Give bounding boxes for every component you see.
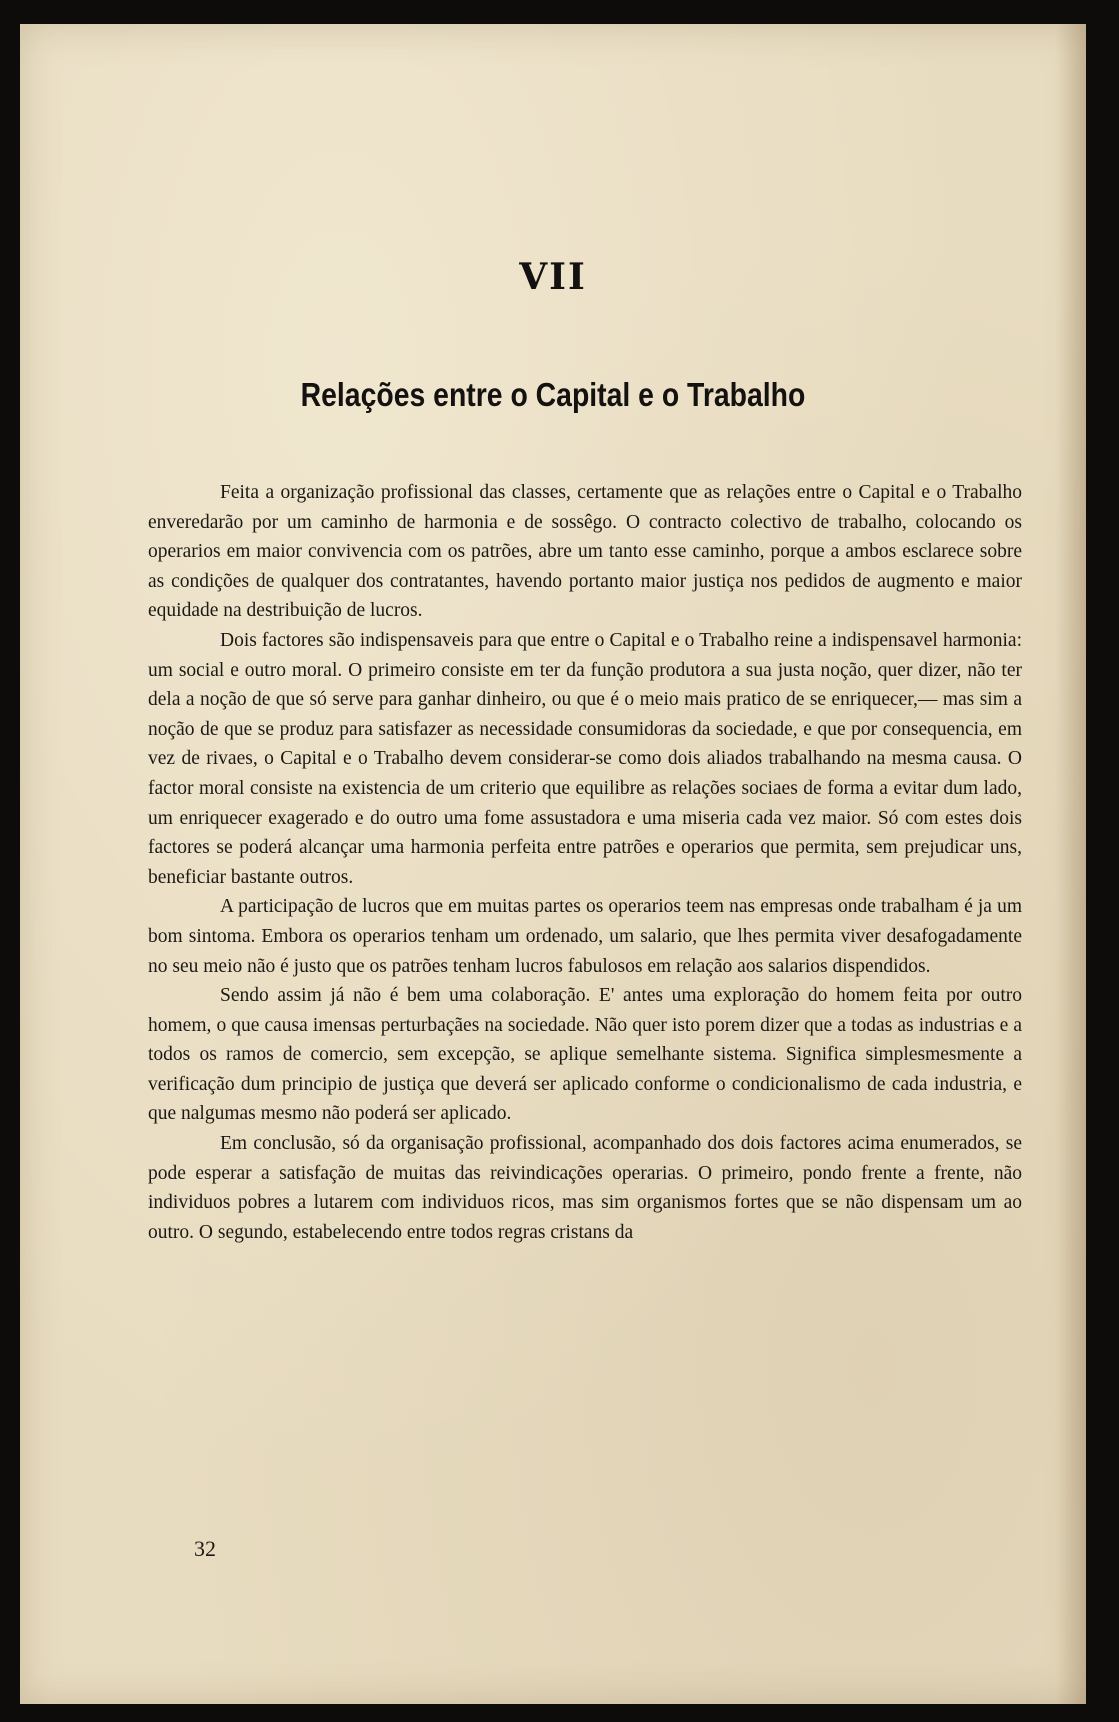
chapter-number: VII (519, 256, 587, 298)
paragraph: Feita a organização profissional das classes, certamente que as relações entre o Capital e o Trabalho enveredarão por um caminho de harmonia e de sossêgo. O contracto colectivo de trabalho, colocando os operarios em maior convivencia com os patrões, abre um tanto esse caminho, porque a ambos esclarece sobre as condições de qualquer dos contratantes, havendo portanto maior justiça nos pedidos de augmento e maior equidade na destribuição de lucros. (148, 482, 1022, 622)
body-text (148, 478, 1022, 1247)
paragraph: Sendo assim já não é bem uma colaboração. E' antes uma exploração do homem feita por outro homem, o que causa imensas perturbaçães na sociedade. Não quer isto porem dizer que a todas as industrias e a todos os ramos de comercio, sem excepção, se aplique semelhante sistema. Significa simplesmesmente a verificação dum principio de justiça que deverá ser aplicado conforme o condicionalismo de cada industria, e que nalgumas mesmo não poderá ser aplicado. (148, 985, 1022, 1125)
paragraph: Dois factores são indispensaveis para que entre o Capital e o Trabalho reine a indispensavel harmonia: um social e outro moral. O primeiro consiste em ter da função produtora a sua justa noção, quer dizer, não ter dela a noção de que só serve para ganhar dinheiro, ou que é o meio mais pratico de se enriquecer,— mas sim a noção de que se produz para satisfazer as necessidade consumidoras da sociedade, e que por consequencia, em vez de rivaes, o Capital e o Trabalho devem considerar-se como dois aliados trabalhando na mesma causa. O factor moral consiste na existencia de um criterio que equilibre as relações sociaes de forma a evitar dum lado, um enriquecer exagerado e do outro uma fome assustadora e uma miseria cada vez maior. Só com estes dois factores se poderá alcançar uma harmonia perfeita entre patrões e operarios que permita, sem prejudicar uns, beneficiar bastante outros. (148, 629, 1022, 888)
chapter-title: Relações entre o Capital e o Trabalho (300, 376, 806, 413)
book-page (20, 24, 1086, 1704)
paragraph: A participação de lucros que em muitas partes os operarios teem nas empresas onde trabalham é ja um bom sintoma. Embora os operarios tenham um ordenado, um salario, que lhes permita viver desafogadamente no seu meio não é justo que os patrões tenham lucros fabulosos em relação aos salarios dispendidos. (148, 896, 1022, 977)
page-number: 32 (194, 1536, 216, 1561)
paragraph: Em conclusão, só da organisação profissional, acompanhado dos dois factores acima enumerados, se pode esperar a satisfação de muitas das reivindicações operarias. O primeiro, pondo frente a frente, não individuos pobres a lutarem com individuos ricos, mas sim organismos fortes que se não dispensam um ao outro. O segundo, estabelecendo entre todos regras cristans da (148, 1133, 1022, 1243)
